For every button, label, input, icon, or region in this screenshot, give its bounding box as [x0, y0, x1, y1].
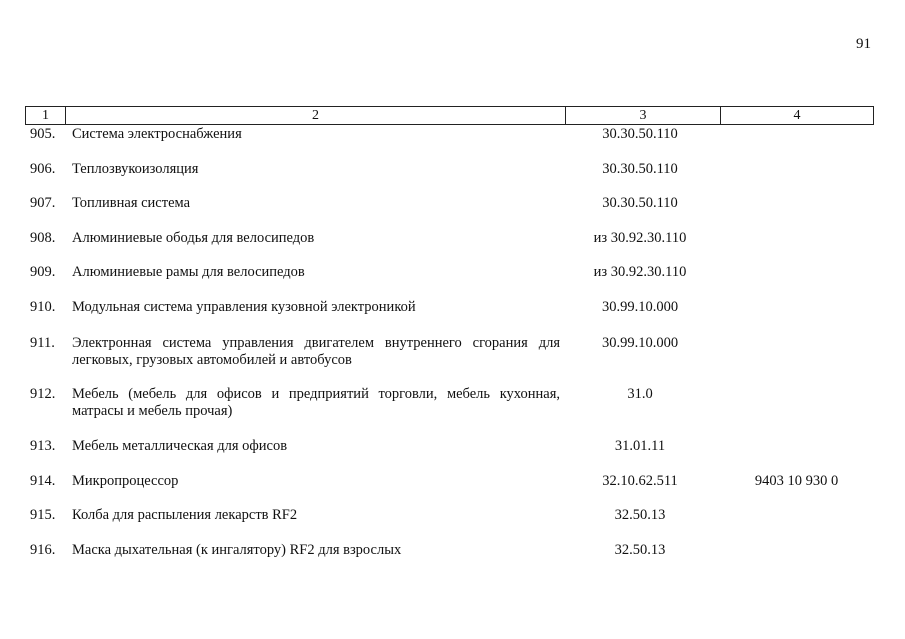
row-okpd-code: 30.99.10.000: [601, 335, 679, 351]
row-description: Мебель (мебель для офисов и предприятий торговли, мебель кухонная, матрасы и мебель прочая): [72, 386, 560, 419]
row-number: 910.: [30, 299, 56, 315]
row-number: 915.: [30, 507, 56, 523]
row-okpd-code: 32.50.13: [614, 542, 666, 558]
row-description: Алюминиевые ободья для велосипедов: [72, 230, 315, 246]
row-number: 909.: [30, 264, 56, 280]
row-number: 905.: [30, 126, 56, 142]
row-okpd-code: 30.30.50.110: [602, 195, 678, 211]
row-tnved-code: 9403 10 930 0: [754, 473, 839, 489]
row-number: 906.: [30, 161, 56, 177]
row-number: 913.: [30, 438, 56, 454]
row-description: Микропроцессор: [72, 473, 179, 489]
row-okpd-code: 32.50.13: [614, 507, 666, 523]
column-header-1: 1: [26, 107, 66, 125]
row-okpd-code: из 30.92.30.110: [593, 230, 687, 246]
column-header-2: 2: [66, 107, 566, 125]
row-description: Алюминиевые рамы для велосипедов: [72, 264, 305, 280]
column-header-4: 4: [721, 107, 874, 125]
row-description: Система электроснабжения: [72, 126, 242, 142]
row-okpd-code: из 30.92.30.110: [593, 264, 687, 280]
row-number: 908.: [30, 230, 56, 246]
row-description: Колба для распыления лекарств RF2: [72, 507, 298, 523]
row-description: Топливная система: [72, 195, 191, 211]
row-okpd-code: 30.30.50.110: [602, 126, 678, 142]
row-okpd-code: 30.99.10.000: [601, 299, 679, 315]
row-okpd-code: 30.30.50.110: [602, 161, 678, 177]
row-number: 914.: [30, 473, 56, 489]
row-description: Мебель металлическая для офисов: [72, 438, 288, 454]
row-okpd-code: 31.01.11: [614, 438, 666, 454]
row-number: 916.: [30, 542, 56, 558]
row-description: Маска дыхательная (к ингалятору) RF2 для взрослых: [72, 542, 402, 558]
row-okpd-code: 31.0: [627, 386, 653, 402]
row-number: 911.: [30, 335, 55, 351]
row-number: 912.: [30, 386, 56, 402]
row-okpd-code: 32.10.62.511: [602, 473, 678, 489]
row-description: Электронная система управления двигателем внутреннего сгорания для легковых, грузовых автомобилей и автобусов: [72, 335, 560, 368]
row-number: 907.: [30, 195, 56, 211]
row-description: Модульная система управления кузовной электроникой: [72, 299, 416, 315]
row-description: Теплозвукоизоляция: [72, 161, 199, 177]
column-header-3: 3: [566, 107, 721, 125]
page-number: 91: [856, 36, 871, 52]
